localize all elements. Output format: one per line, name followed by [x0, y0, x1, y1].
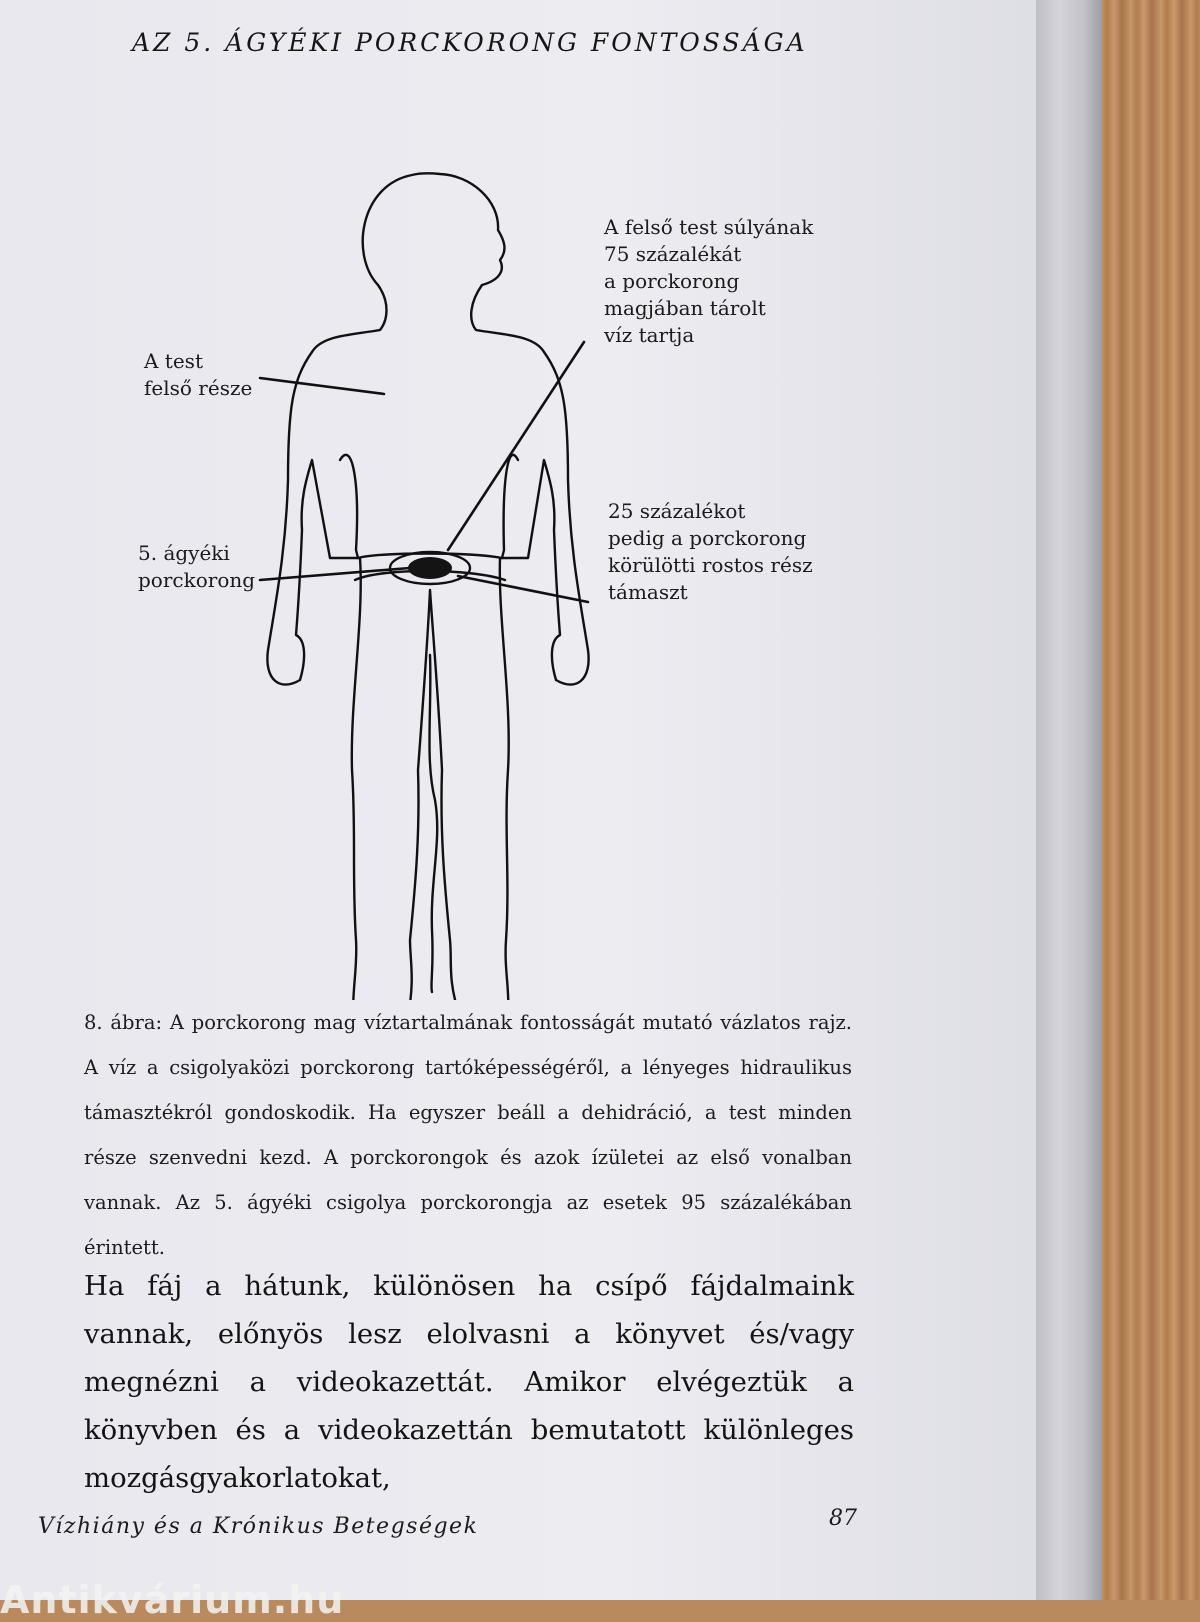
label-upper-body: A test felső része: [144, 349, 253, 400]
leader-75: [448, 342, 584, 550]
wooden-surface: [1100, 0, 1200, 1600]
figure-caption: 8. ábra: A porckorong mag víztartalmának fontosságát mutató vázlatos rajz. A víz a csigolyaközi porckorong tartóképességéről, a lényeges hidraulikus támasztékról gondoskodik. Ha egyszer beáll a dehidráció, a test minden része szenvedni kezd. A porckorongok és azok ízületei az első vonalban vannak. Az 5. ágyéki csigolya porckorongja az esetek 95 százalékában érintett.: [84, 1011, 852, 1259]
running-head: AZ 5. ÁGYÉKI PORCKORONG FONTOSSÁGA: [132, 28, 808, 57]
figure-8: [0, 80, 1000, 1000]
watermark: Antikvárium.hu: [0, 1578, 345, 1622]
leader-25: [458, 576, 588, 602]
leader-disc: [260, 568, 410, 580]
label-weight-25-percent: 25 százalékot pedig a porckorong körülötti rostos rész támaszt: [608, 499, 813, 604]
torso-inner-right: [502, 455, 518, 558]
torso-inner-left: [340, 455, 358, 558]
body-outline: [267, 173, 588, 1000]
running-foot: Vízhiány és a Krónikus Betegségek: [38, 1514, 479, 1539]
label-lumbar-disc: 5. ágyéki porckorong: [138, 541, 256, 592]
label-weight-75-percent: A felső test súlyának 75 százalékát a porckorong magjában tárolt víz tartja: [604, 215, 814, 347]
body-paragraph: Ha fáj a hátunk, különösen ha csípő fájdalmaink vannak, előnyös lesz elolvasni a könyvet és/vagy megnézni a videokazettát. Amikor elvégeztük a könyvben és a videokazettán bemutatott különleges mozgásgyakorlatokat,: [84, 1270, 854, 1494]
leader-upper-body: [260, 378, 384, 394]
page-number: 87: [829, 1506, 857, 1531]
disc-nucleus: [408, 557, 452, 579]
leg-gap: [429, 655, 437, 992]
page-stack-edge: [1030, 0, 1102, 1600]
